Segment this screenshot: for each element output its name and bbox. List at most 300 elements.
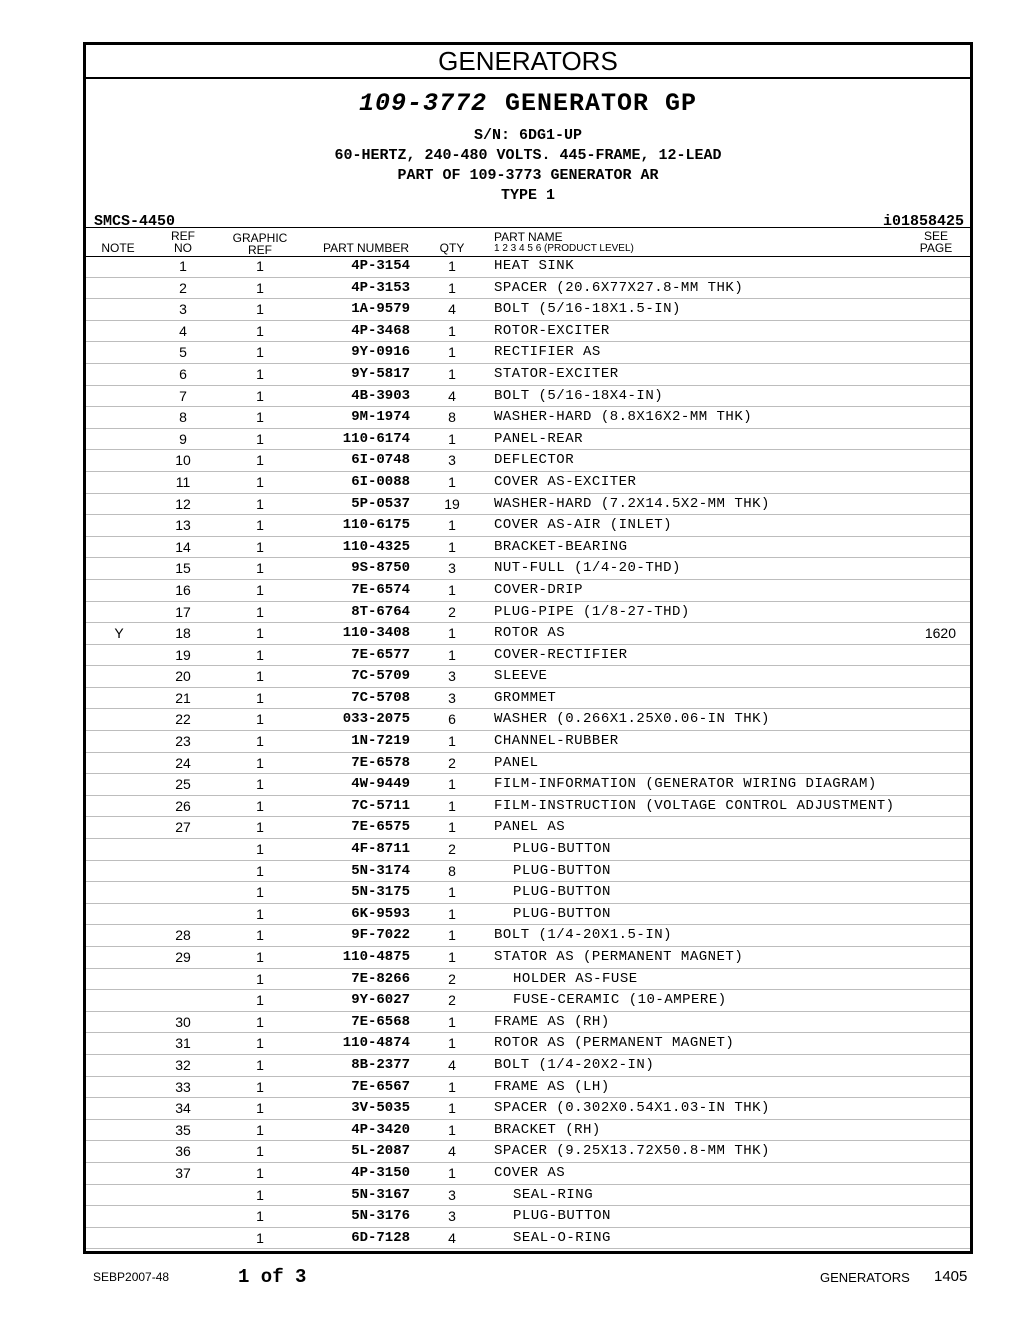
col-header-ref-no-line2: NO	[174, 241, 192, 255]
qty-cell: 6	[448, 711, 456, 728]
part-number-cell: 110-4875	[342, 949, 410, 965]
graphic-ref-cell: 1	[256, 581, 264, 598]
part-name-cell: ROTOR AS (PERMANENT MAGNET)	[494, 1035, 735, 1052]
table-row	[86, 278, 970, 300]
part-number-cell: 5P-0537	[351, 495, 410, 512]
ref-no-cell: 33	[175, 1078, 191, 1095]
part-of-line: PART OF 109-3773 GENERATOR AR	[397, 167, 659, 184]
graphic-ref-cell: 1	[256, 668, 264, 685]
table-row	[86, 969, 970, 991]
smcs-code: SMCS-4450	[94, 213, 176, 230]
qty-cell: 1	[448, 473, 456, 490]
table-row	[86, 537, 970, 559]
graphic-ref-cell: 1	[256, 646, 264, 663]
graphic-ref-cell: 1	[256, 495, 264, 512]
col-header-graphic-ref-line2: REF	[248, 243, 272, 257]
serial-number: S/N: 6DG1-UP	[473, 127, 583, 144]
col-header-note: NOTE	[101, 241, 135, 255]
part-name-cell: SEAL-O-RING	[513, 1229, 611, 1246]
graphic-ref-cell: 1	[256, 365, 264, 382]
part-name-cell: PANEL-REAR	[494, 430, 584, 447]
table-row	[86, 342, 970, 364]
part-number-cell: 4B-3903	[351, 387, 410, 404]
table-row	[86, 688, 970, 710]
graphic-ref-cell: 1	[256, 301, 264, 318]
ref-no-cell: 6	[179, 365, 187, 382]
ref-no-cell: 29	[175, 949, 191, 965]
ref-no-cell: 36	[175, 1143, 191, 1160]
group-header	[86, 79, 970, 229]
table-row	[86, 1033, 970, 1055]
graphic-ref-cell: 1	[256, 603, 264, 620]
part-name-cell: SEAL-RING	[513, 1186, 594, 1203]
part-name-cell: PLUG-BUTTON	[513, 884, 611, 901]
part-name-cell: SPACER (9.25X13.72X50.8-MM THK)	[494, 1143, 770, 1160]
table-row	[86, 882, 970, 904]
col-header-see-page	[916, 230, 956, 254]
table-row	[86, 450, 970, 472]
graphic-ref-cell: 1	[256, 1035, 264, 1052]
graphic-ref-cell: 1	[256, 344, 264, 361]
part-name-cell: FILM-INFORMATION (GENERATOR WIRING DIAGRAM)	[494, 776, 877, 793]
part-name-cell: ROTOR-EXCITER	[494, 322, 610, 339]
part-name-cell: DEFLECTOR	[494, 452, 575, 469]
part-name-cell: PLUG-BUTTON	[513, 841, 611, 858]
part-number-cell: 7C-5708	[351, 689, 410, 706]
table-row	[86, 1077, 970, 1099]
part-name-cell: COVER-DRIP	[494, 581, 584, 598]
col-header-ref-no-line1: REF	[171, 229, 195, 243]
graphic-ref-cell: 1	[256, 409, 264, 426]
graphic-ref-cell: 1	[256, 862, 264, 879]
col-header-graphic-ref-line1: GRAPHIC	[232, 231, 288, 245]
graphic-ref-cell: 1	[256, 1121, 264, 1138]
table-row	[86, 731, 970, 753]
table-row	[86, 709, 970, 731]
graphic-ref-cell: 1	[256, 927, 264, 944]
col-header-part-name	[494, 231, 634, 255]
graphic-ref-cell: 1	[256, 949, 264, 965]
col-header-part-number: PART NUMBER	[322, 241, 409, 255]
graphic-ref-cell: 1	[256, 1100, 264, 1117]
graphic-ref-cell: 1	[256, 733, 264, 750]
part-name-cell: HEAT SINK	[494, 258, 575, 274]
graphic-ref-cell: 1	[256, 625, 264, 642]
table-row	[86, 1206, 970, 1228]
part-number-cell: 110-6175	[342, 517, 410, 534]
table-row	[86, 774, 970, 796]
qty-cell: 1	[448, 1164, 456, 1181]
ref-no-cell: 28	[175, 927, 191, 944]
part-number-cell: 7E-6575	[351, 819, 410, 836]
part-number-cell: 3V-5035	[351, 1100, 410, 1117]
ref-no-cell: 24	[175, 754, 191, 771]
part-name-cell: COVER AS-AIR (INLET)	[494, 517, 673, 534]
part-name-cell: WASHER (0.266X1.25X0.06-IN THK)	[494, 711, 770, 728]
table-row	[86, 1163, 970, 1185]
ref-no-cell: 14	[175, 538, 191, 555]
group-description: 60-HERTZ, 240-480 VOLTS. 445-FRAME, 12-LEAD	[334, 147, 722, 164]
part-number-cell: 7E-6568	[351, 1013, 410, 1030]
table-row	[86, 904, 970, 926]
qty-cell: 1	[448, 538, 456, 555]
table-row	[86, 364, 970, 386]
graphic-ref-cell: 1	[256, 884, 264, 901]
part-number-cell: 8T-6764	[351, 603, 410, 620]
qty-cell: 4	[448, 1056, 456, 1073]
qty-cell: 1	[448, 517, 456, 534]
graphic-ref-cell: 1	[256, 1143, 264, 1160]
qty-cell: 1	[448, 322, 456, 339]
qty-cell: 1	[448, 279, 456, 296]
part-name-cell: NUT-FULL (1/4-20-THD)	[494, 560, 681, 577]
part-number-cell: 5N-3167	[351, 1186, 410, 1203]
part-name-cell: PLUG-BUTTON	[513, 862, 611, 879]
qty-cell: 1	[448, 430, 456, 447]
part-number-cell: 8B-2377	[351, 1056, 410, 1073]
table-row	[86, 1228, 970, 1250]
qty-cell: 3	[448, 1186, 456, 1203]
ref-no-cell: 4	[179, 322, 187, 339]
ref-no-cell: 21	[175, 689, 191, 706]
page-number: 1405	[934, 1268, 968, 1285]
qty-cell: 4	[448, 1143, 456, 1160]
graphic-ref-cell: 1	[256, 322, 264, 339]
qty-cell: 2	[448, 841, 456, 858]
part-number-cell: 9S-8750	[351, 560, 410, 577]
graphic-ref-cell: 1	[256, 754, 264, 771]
part-number-cell: 6D-7128	[351, 1229, 410, 1246]
col-header-graphic-ref	[230, 232, 290, 256]
table-row	[86, 861, 970, 883]
qty-cell: 4	[448, 387, 456, 404]
part-number-cell: 033-2075	[342, 711, 410, 728]
part-name-cell: SPACER (20.6X77X27.8-MM THK)	[494, 279, 744, 296]
graphic-ref-cell: 1	[256, 970, 264, 987]
qty-cell: 1	[448, 884, 456, 901]
table-row	[86, 1055, 970, 1077]
part-number-cell: 4F-8711	[351, 841, 410, 858]
part-name-cell: FILM-INSTRUCTION (VOLTAGE CONTROL ADJUSTMENT)	[494, 797, 895, 814]
part-number-cell: 7E-8266	[351, 970, 410, 987]
table-row	[86, 1098, 970, 1120]
ref-no-cell: 20	[175, 668, 191, 685]
part-name-cell: COVER AS-EXCITER	[494, 473, 637, 490]
table-row	[86, 753, 970, 775]
table-row	[86, 386, 970, 408]
qty-cell: 1	[448, 1121, 456, 1138]
part-number-cell: 6I-0088	[351, 473, 410, 490]
table-row	[86, 515, 970, 537]
part-name-cell: PLUG-PIPE (1/8-27-THD)	[494, 603, 690, 620]
part-name-cell: PANEL	[494, 754, 539, 771]
part-number-cell: 9Y-5817	[351, 365, 410, 382]
table-row	[86, 321, 970, 343]
table-row	[86, 1012, 970, 1034]
part-number-cell: 1N-7219	[351, 733, 410, 750]
part-name-cell: GROMMET	[494, 689, 557, 706]
ref-no-cell: 3	[179, 301, 187, 318]
part-name-cell: HOLDER AS-FUSE	[513, 970, 638, 987]
qty-cell: 19	[444, 495, 460, 512]
qty-cell: 1	[448, 797, 456, 814]
ref-no-cell: 26	[175, 797, 191, 814]
part-number-cell: 110-4325	[342, 538, 410, 555]
graphic-ref-cell: 1	[256, 517, 264, 534]
part-number-cell: 6K-9593	[351, 905, 410, 922]
table-row	[86, 256, 970, 278]
ref-no-cell: 16	[175, 581, 191, 598]
part-number-cell: 7E-6574	[351, 581, 410, 598]
part-name-cell: FUSE-CERAMIC (10-AMPERE)	[513, 992, 727, 1009]
graphic-ref-cell: 1	[256, 841, 264, 858]
graphic-ref-cell: 1	[256, 387, 264, 404]
table-row	[86, 602, 970, 624]
qty-cell: 8	[448, 862, 456, 879]
graphic-ref-cell: 1	[256, 819, 264, 836]
graphic-ref-cell: 1	[256, 538, 264, 555]
ref-no-cell: 22	[175, 711, 191, 728]
ref-no-cell: 11	[175, 473, 191, 490]
part-number-cell: 5N-3175	[351, 884, 410, 901]
part-name-cell: ROTOR AS	[494, 625, 566, 642]
graphic-ref-cell: 1	[256, 430, 264, 447]
qty-cell: 1	[448, 949, 456, 965]
table-row	[86, 407, 970, 429]
qty-cell: 2	[448, 970, 456, 987]
graphic-ref-cell: 1	[256, 279, 264, 296]
qty-cell: 1	[448, 258, 456, 274]
graphic-ref-cell: 1	[256, 905, 264, 922]
qty-cell: 1	[448, 776, 456, 793]
ref-no-cell: 34	[175, 1100, 191, 1117]
graphic-ref-cell: 1	[256, 560, 264, 577]
qty-cell: 4	[448, 301, 456, 318]
ref-no-cell: 37	[175, 1164, 191, 1181]
qty-cell: 3	[448, 1208, 456, 1225]
part-number-cell: 9Y-0916	[351, 344, 410, 361]
qty-cell: 2	[448, 754, 456, 771]
graphic-ref-cell: 1	[256, 1078, 264, 1095]
illustration-id: i01858425	[882, 213, 964, 230]
header-rule-top	[86, 227, 970, 228]
part-name-cell: PLUG-BUTTON	[513, 1208, 611, 1225]
ref-no-cell: 15	[175, 560, 191, 577]
part-name-cell: BRACKET (RH)	[494, 1121, 601, 1138]
part-number-cell: 5N-3174	[351, 862, 410, 879]
ref-no-cell: 8	[179, 409, 187, 426]
part-number-cell: 1A-9579	[351, 301, 410, 318]
qty-cell: 2	[448, 603, 456, 620]
qty-cell: 1	[448, 927, 456, 944]
part-name-cell: PANEL AS	[494, 819, 566, 836]
part-name-cell: WASHER-HARD (8.8X16X2-MM THK)	[494, 409, 753, 426]
table-row	[86, 839, 970, 861]
graphic-ref-cell: 1	[256, 258, 264, 274]
table-row	[86, 666, 970, 688]
part-number-cell: 4P-3468	[351, 322, 410, 339]
part-name-cell: STATOR-EXCITER	[494, 365, 619, 382]
qty-cell: 3	[448, 689, 456, 706]
graphic-ref-cell: 1	[256, 1208, 264, 1225]
part-number-cell: 110-6174	[342, 430, 410, 447]
part-name-cell: BOLT (1/4-20X2-IN)	[494, 1056, 655, 1073]
part-number-cell: 7E-6578	[351, 754, 410, 771]
part-number-cell: 110-3408	[342, 625, 410, 642]
part-name-cell: CHANNEL-RUBBER	[494, 733, 619, 750]
qty-cell: 1	[448, 905, 456, 922]
ref-no-cell: 35	[175, 1121, 191, 1138]
part-number-cell: 7C-5709	[351, 668, 410, 685]
table-row	[86, 580, 970, 602]
ref-no-cell: 30	[175, 1013, 191, 1030]
part-number-cell: 9F-7022	[351, 927, 410, 944]
table-row	[86, 796, 970, 818]
part-number-cell: 110-4874	[342, 1035, 410, 1052]
page-of: 1 of 3	[238, 1266, 307, 1288]
part-number-cell: 9M-1974	[351, 409, 410, 426]
graphic-ref-cell: 1	[256, 1013, 264, 1030]
ref-no-cell: 17	[175, 603, 191, 620]
part-number-cell: 5L-2087	[351, 1143, 410, 1160]
see-page-cell: 1620	[924, 625, 956, 642]
part-number-cell: 4P-3150	[351, 1164, 410, 1181]
qty-cell: 3	[448, 668, 456, 685]
col-header-ref-no	[166, 230, 200, 254]
col-header-part-name-line1: PART NAME	[494, 230, 563, 244]
ref-no-cell: 10	[175, 452, 191, 469]
document-id: SEBP2007-48	[93, 1270, 170, 1284]
qty-cell: 1	[448, 625, 456, 642]
part-name-cell: SPACER (0.302X0.54X1.03-IN THK)	[494, 1100, 770, 1117]
ref-no-cell: 1	[179, 258, 187, 274]
table-row	[86, 1141, 970, 1163]
part-name-cell: BOLT (5/16-18X4-IN)	[494, 387, 664, 404]
qty-cell: 1	[448, 581, 456, 598]
part-number-cell: 7C-5711	[351, 797, 410, 814]
ref-no-cell: 9	[179, 430, 187, 447]
part-name-cell: BOLT (1/4-20X1.5-IN)	[494, 927, 673, 944]
qty-cell: 1	[448, 646, 456, 663]
ref-no-cell: 23	[175, 733, 191, 750]
type-line: TYPE 1	[500, 187, 555, 204]
col-header-product-level: 1 2 3 4 5 6 (PRODUCT LEVEL)	[494, 243, 634, 254]
part-name-cell: STATOR AS (PERMANENT MAGNET)	[494, 949, 744, 965]
graphic-ref-cell: 1	[256, 711, 264, 728]
graphic-ref-cell: 1	[256, 473, 264, 490]
footer-section: GENERATORS	[820, 1270, 910, 1285]
ref-no-cell: 18	[175, 625, 191, 642]
section-title: GENERATORS	[86, 45, 970, 79]
ref-no-cell: 25	[175, 776, 191, 793]
ref-no-cell: 31	[175, 1035, 191, 1052]
qty-cell: 1	[448, 365, 456, 382]
graphic-ref-cell: 1	[256, 1186, 264, 1203]
part-number-cell: 7E-6567	[351, 1078, 410, 1095]
qty-cell: 1	[448, 819, 456, 836]
part-number-cell: 9Y-6027	[351, 992, 410, 1009]
col-header-see-page-line2: PAGE	[919, 241, 953, 255]
part-name-cell: COVER AS	[494, 1164, 566, 1181]
table-row	[86, 925, 970, 947]
table-row	[86, 558, 970, 580]
table-row	[86, 623, 970, 645]
ref-no-cell: 32	[175, 1056, 191, 1073]
part-name-cell: SLEEVE	[494, 668, 548, 685]
part-name-cell: FRAME AS (LH)	[494, 1078, 610, 1095]
ref-no-cell: 7	[179, 387, 187, 404]
part-number-cell: 6I-0748	[351, 452, 410, 469]
group-title	[86, 89, 970, 118]
col-header-qty: QTY	[439, 241, 465, 255]
ref-no-cell: 5	[179, 344, 187, 361]
ref-no-cell: 2	[179, 279, 187, 296]
ref-no-cell: 12	[175, 495, 191, 512]
part-name-cell: WASHER-HARD (7.2X14.5X2-MM THK)	[494, 495, 770, 512]
graphic-ref-cell: 1	[256, 1056, 264, 1073]
qty-cell: 4	[448, 1229, 456, 1246]
table-row	[86, 947, 970, 969]
graphic-ref-cell: 1	[256, 1229, 264, 1246]
table-row	[86, 645, 970, 667]
qty-cell: 1	[448, 1100, 456, 1117]
part-name-cell: PLUG-BUTTON	[513, 905, 611, 922]
graphic-ref-cell: 1	[256, 992, 264, 1009]
part-number-cell: 4W-9449	[351, 776, 410, 793]
part-name-cell: BOLT (5/16-18X1.5-IN)	[494, 301, 681, 318]
graphic-ref-cell: 1	[256, 452, 264, 469]
table-row	[86, 429, 970, 451]
group-name: GENERATOR GP	[505, 89, 698, 118]
table-row	[86, 494, 970, 516]
qty-cell: 2	[448, 992, 456, 1009]
qty-cell: 1	[448, 1013, 456, 1030]
qty-cell: 3	[448, 452, 456, 469]
ref-no-cell: 13	[175, 517, 191, 534]
qty-cell: 1	[448, 1078, 456, 1095]
qty-cell: 3	[448, 560, 456, 577]
note-cell: Y	[114, 625, 124, 642]
parts-table-body	[86, 256, 970, 1249]
table-row	[86, 1185, 970, 1207]
table-row	[86, 472, 970, 494]
graphic-ref-cell: 1	[256, 1164, 264, 1181]
part-number-cell: 7E-6577	[351, 646, 410, 663]
graphic-ref-cell: 1	[256, 689, 264, 706]
table-row	[86, 299, 970, 321]
graphic-ref-cell: 1	[256, 797, 264, 814]
part-name-cell: COVER-RECTIFIER	[494, 646, 628, 663]
parts-list-frame	[83, 42, 973, 1254]
ref-no-cell: 19	[175, 646, 191, 663]
qty-cell: 1	[448, 733, 456, 750]
graphic-ref-cell: 1	[256, 776, 264, 793]
table-row	[86, 990, 970, 1012]
table-row	[86, 1120, 970, 1142]
part-number-cell: 4P-3153	[351, 279, 410, 296]
part-name-cell: BRACKET-BEARING	[494, 538, 628, 555]
part-name-cell: RECTIFIER AS	[494, 344, 601, 361]
part-number-cell: 4P-3154	[351, 258, 410, 274]
part-number-cell: 5N-3176	[351, 1208, 410, 1225]
qty-cell: 1	[448, 1035, 456, 1052]
qty-cell: 1	[448, 344, 456, 361]
table-row	[86, 817, 970, 839]
part-number-cell: 4P-3420	[351, 1121, 410, 1138]
group-number: 109-3772	[358, 89, 487, 118]
ref-no-cell: 27	[175, 819, 191, 836]
qty-cell: 8	[448, 409, 456, 426]
